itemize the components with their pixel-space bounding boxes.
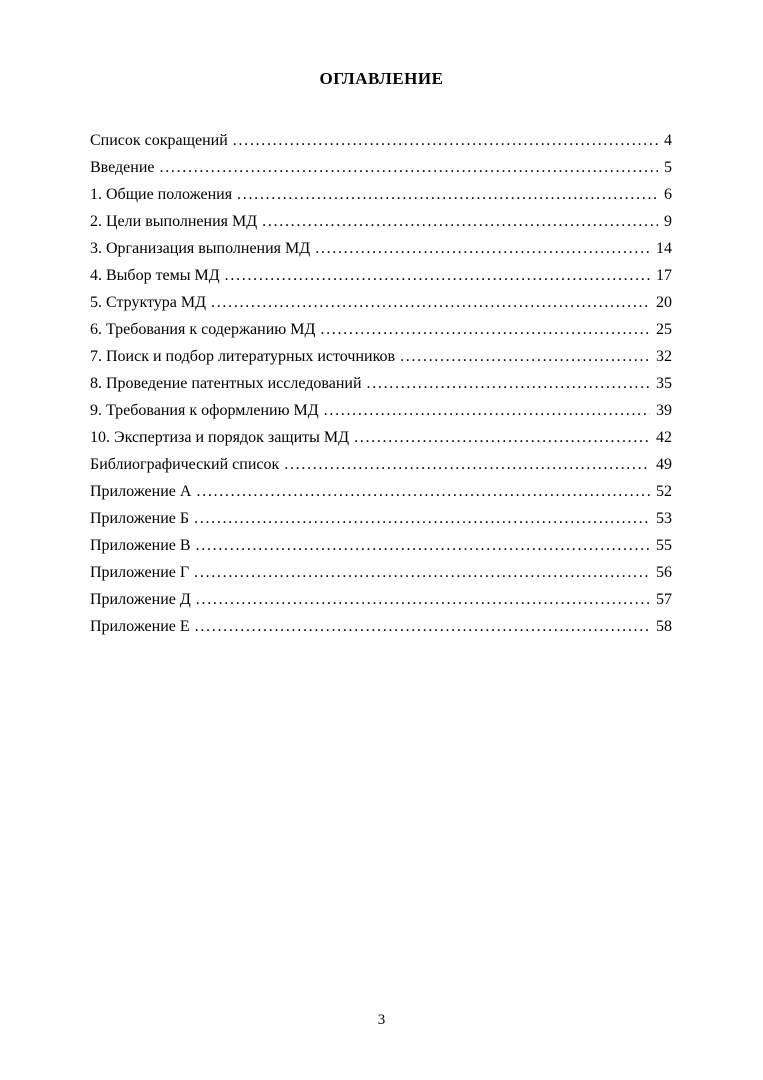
toc-entry-page: 6 (664, 186, 672, 203)
toc-entry (90, 154, 672, 181)
toc-entry (90, 289, 672, 316)
toc-entry (90, 262, 672, 289)
toc-leader-dots (262, 208, 658, 235)
toc-entry-page: 35 (656, 375, 672, 392)
toc-entry (90, 505, 672, 532)
toc-entry-page: 42 (656, 429, 672, 446)
toc-entry-label: Приложение А (90, 483, 192, 500)
toc-leader-dots (367, 370, 651, 397)
toc-entry (90, 208, 672, 235)
toc-leader-dots (211, 289, 650, 316)
toc-entry (90, 532, 672, 559)
toc-list (90, 127, 672, 640)
toc-entry (90, 478, 672, 505)
toc-entry-label: Библиографический список (90, 456, 280, 473)
toc-entry-page: 39 (656, 402, 672, 419)
toc-entry-label: Список сокращений (90, 132, 228, 149)
toc-leader-dots (225, 262, 650, 289)
toc-entry (90, 370, 672, 397)
toc-entry-label: Введение (90, 159, 155, 176)
toc-entry-label: Приложение Д (90, 591, 191, 608)
toc-leader-dots (233, 127, 658, 154)
toc-leader-dots (284, 451, 650, 478)
toc-leader-dots (195, 613, 650, 640)
toc-entry-label: 2. Цели выполнения МД (90, 213, 258, 230)
toc-leader-dots (400, 343, 650, 370)
toc-entry-label: 5. Структура МД (90, 294, 207, 311)
toc-entry (90, 343, 672, 370)
toc-entry (90, 424, 672, 451)
toc-entry (90, 586, 672, 613)
toc-leader-dots (196, 532, 650, 559)
toc-entry-page: 53 (656, 510, 672, 527)
toc-entry-label: 3. Организация выполнения МД (90, 240, 311, 257)
toc-entry (90, 181, 672, 208)
toc-leader-dots (194, 505, 650, 532)
toc-entry (90, 127, 672, 154)
toc-entry-label: 6. Требования к содержанию МД (90, 321, 316, 338)
toc-entry-page: 58 (656, 618, 672, 635)
toc-entry-label: 8. Проведение патентных исследований (90, 375, 362, 392)
toc-entry-page: 55 (656, 537, 672, 554)
toc-entry-page: 56 (656, 564, 672, 581)
toc-entry-page: 20 (656, 294, 672, 311)
toc-leader-dots (194, 559, 650, 586)
toc-leader-dots (237, 181, 658, 208)
toc-entry (90, 235, 672, 262)
toc-entry-page: 4 (664, 132, 672, 149)
page-title: ОГЛАВЛЕНИЕ (319, 69, 444, 88)
toc-entry (90, 613, 672, 640)
toc-entry-label: 7. Поиск и подбор литературных источников (90, 348, 396, 365)
toc-leader-dots (354, 424, 650, 451)
toc-entry-label: 9. Требования к оформлению МД (90, 402, 319, 419)
toc-leader-dots (196, 586, 650, 613)
toc-leader-dots (315, 235, 650, 262)
toc-entry-page: 49 (656, 456, 672, 473)
toc-entry-page: 9 (664, 213, 672, 230)
toc-leader-dots (320, 316, 650, 343)
toc-entry-page: 32 (656, 348, 672, 365)
toc-entry-label: Приложение В (90, 537, 191, 554)
toc-entry-page: 5 (664, 159, 672, 176)
toc-leader-dots (196, 478, 650, 505)
toc-entry-label: 4. Выбор темы МД (90, 267, 220, 284)
toc-entry-page: 57 (656, 591, 672, 608)
toc-entry-page: 17 (656, 267, 672, 284)
toc-leader-dots (324, 397, 650, 424)
toc-entry-page: 25 (656, 321, 672, 338)
page-number: 3 (377, 1012, 386, 1028)
toc-entry-label: Приложение Б (90, 510, 190, 527)
toc-entry (90, 316, 672, 343)
toc-entry (90, 451, 672, 478)
toc-entry (90, 397, 672, 424)
toc-entry-label: Приложение Е (90, 618, 190, 635)
toc-entry-label: 1. Общие положения (90, 186, 233, 203)
toc-entry-page: 14 (656, 240, 672, 257)
toc-entry-label: 10. Экспертиза и порядок защиты МД (90, 429, 350, 446)
toc-entry (90, 559, 672, 586)
toc-leader-dots (160, 154, 659, 181)
toc-entry-label: Приложение Г (90, 564, 190, 581)
toc-entry-page: 52 (656, 483, 672, 500)
